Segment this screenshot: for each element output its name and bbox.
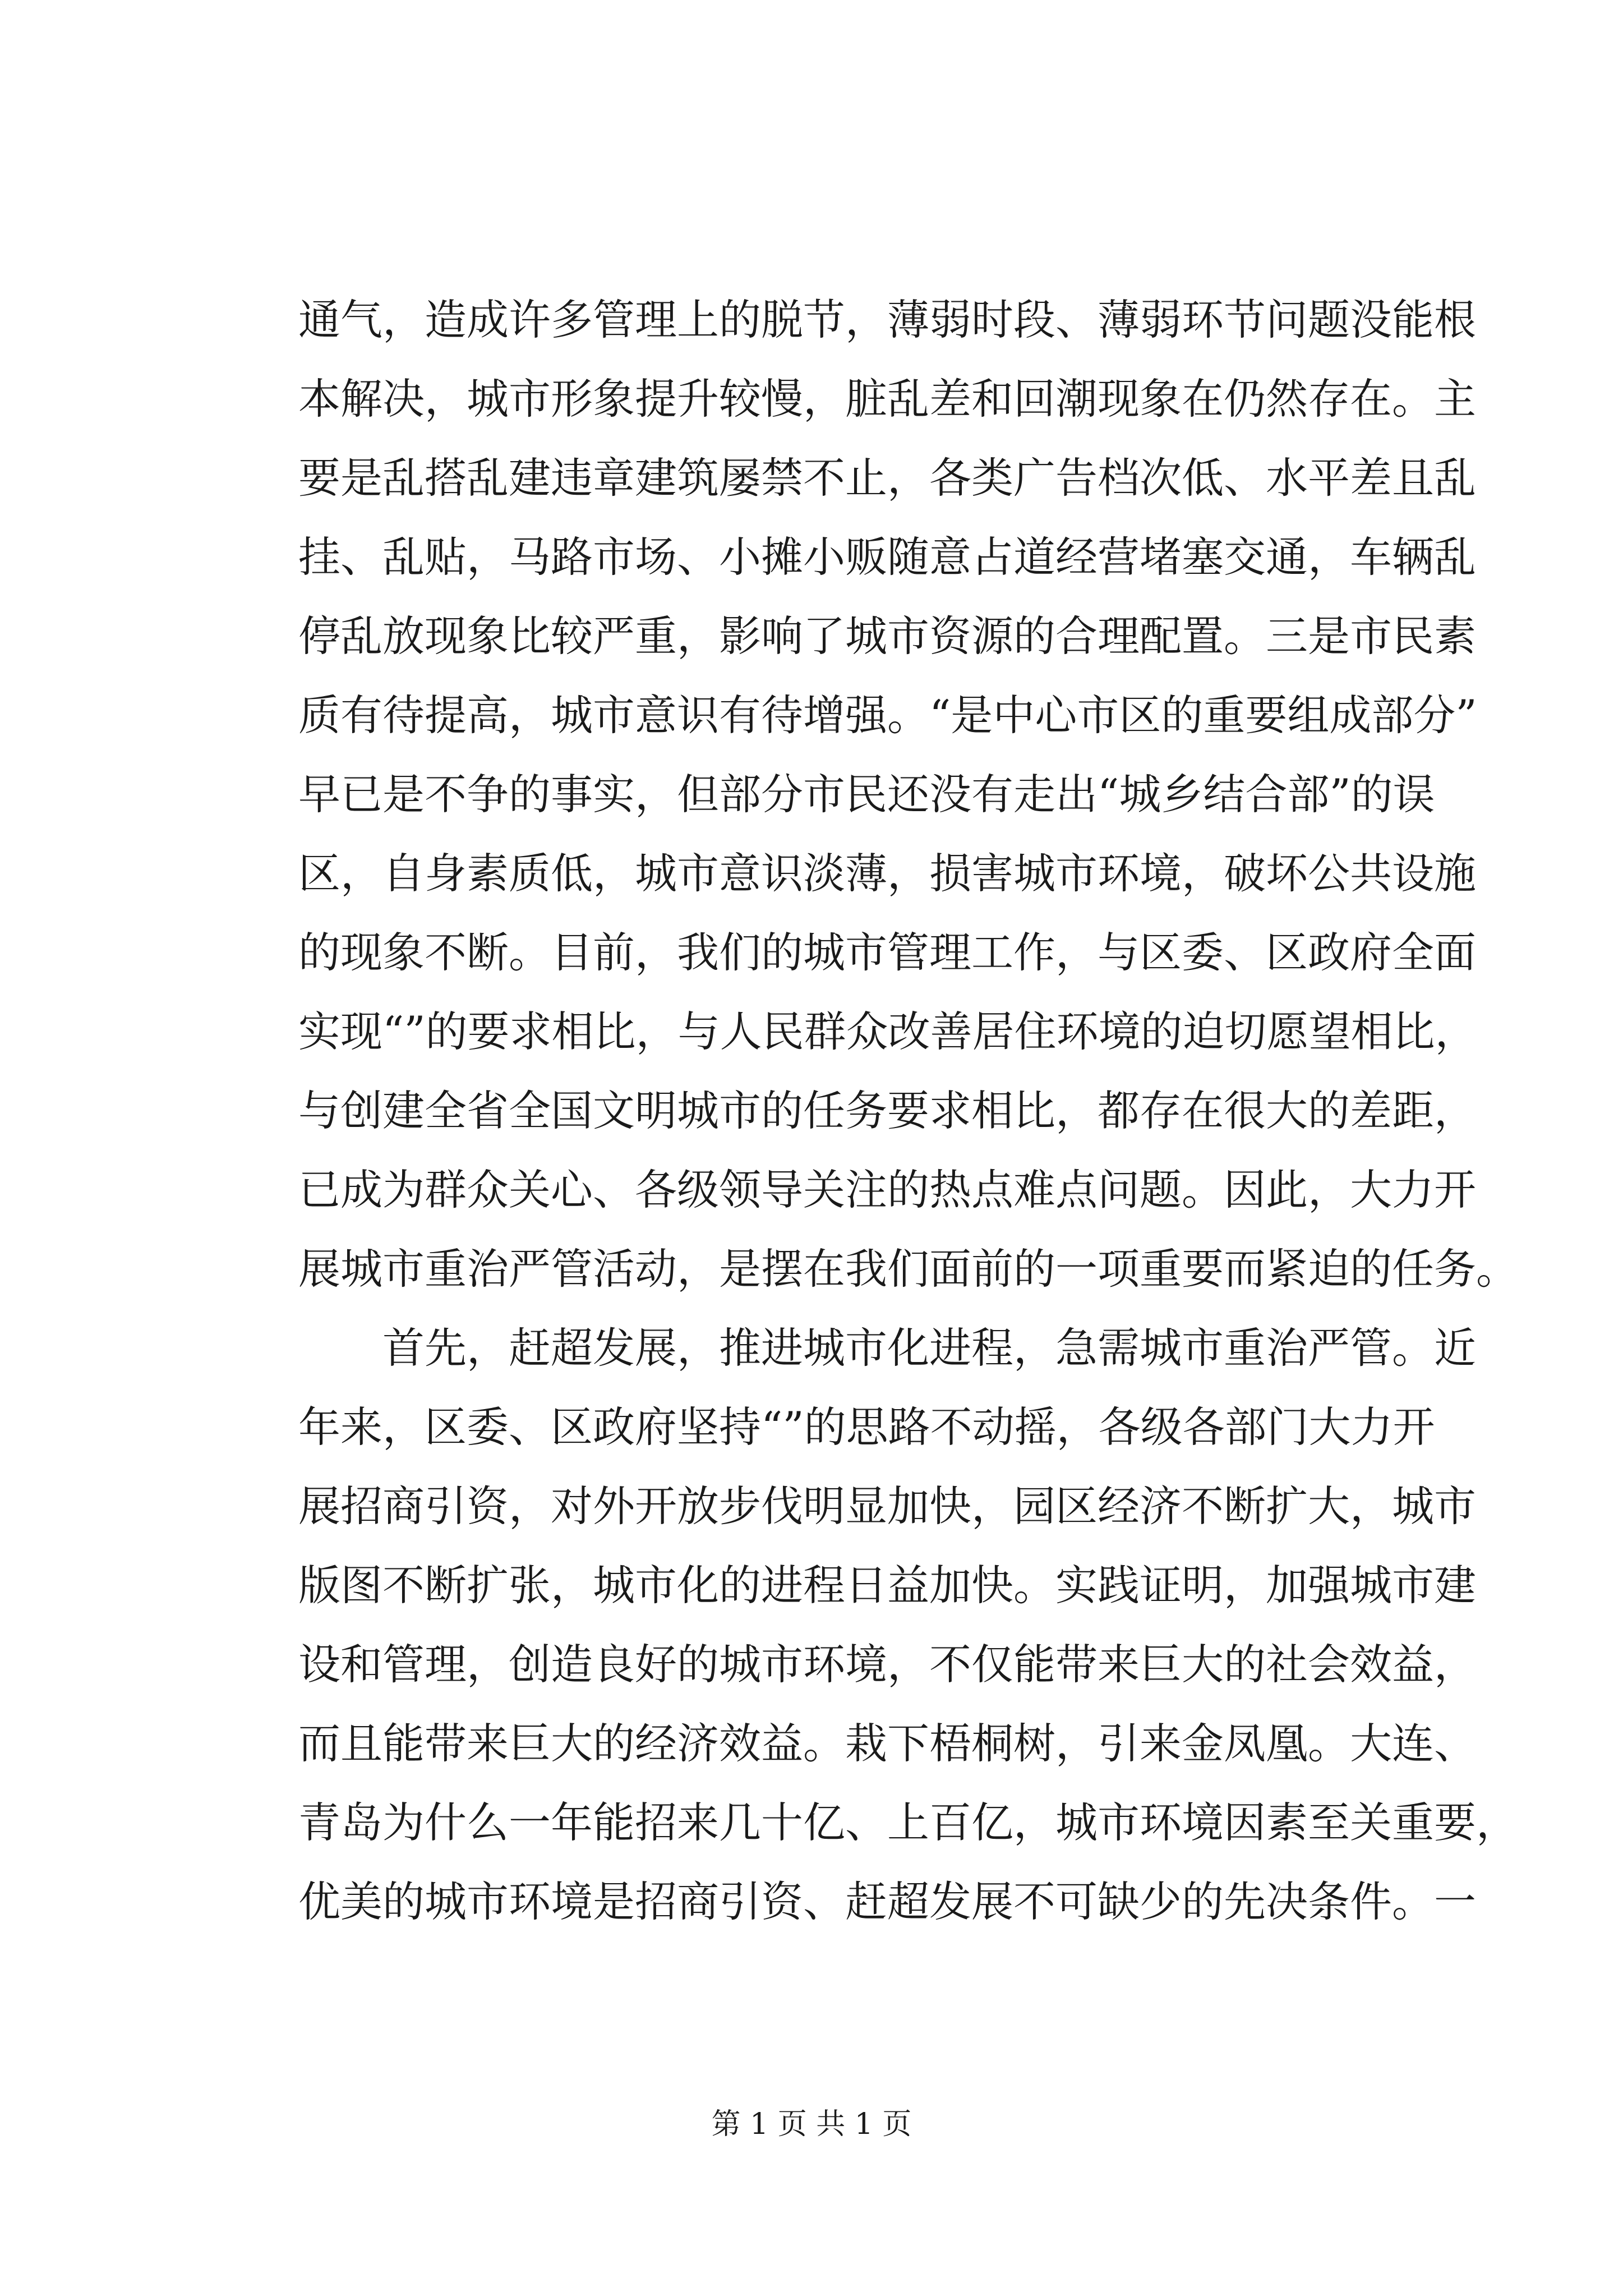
text-line: 要是乱搭乱建违章建筑屡禁不止，各类广告档次低、水平差且乱 [298,453,1477,503]
page-number-footer: 第 1 页 共 1 页 [711,2108,912,2141]
text-line: 停乱放现象比较严重，影响了城市资源的合理配置。三是市民素 [298,611,1477,661]
text-line: 区，自身素质低，城市意识淡薄，损害城市环境，破坏公共设施 [298,849,1477,898]
body-text [298,280,1519,1941]
paragraph-first-line: 首先，赶超发展，推进城市化进程，急需城市重治严管。近 [382,1323,1477,1373]
text-line: 早已是不争的事实，但部分市民还没有走出“城乡结合部”的误 [298,770,1435,819]
paragraph-end-line: 展城市重治严管活动，是摆在我们面前的一项重要而紧迫的任务。 [298,1244,1519,1294]
text-line: 质有待提高，城市意识有待增强。“是中心市区的重要组成部分” [298,691,1477,740]
text-line: 而且能带来巨大的经济效益。栽下梧桐树，引来金凤凰。大连、 [298,1719,1477,1768]
text-line: 挂、乱贴，马路市场、小摊小贩随意占道经营堵塞交通，车辆乱 [298,532,1477,582]
text-line: 与创建全省全国文明城市的任务要求相比，都存在很大的差距， [298,1086,1477,1135]
text-line: 设和管理，创造良好的城市环境，不仅能带来巨大的社会效益， [298,1640,1477,1689]
text-line: 实现“”的要求相比，与人民群众改善居住环境的迫切愿望相比， [298,1007,1477,1056]
text-line: 展招商引资，对外开放步伐明显加快，园区经济不断扩大，城市 [298,1481,1477,1531]
text-line: 通气，造成许多管理上的脱节，薄弱时段、薄弱环节问题没能根 [298,295,1477,344]
text-line: 版图不断扩张，城市化的进程日益加快。实践证明，加强城市建 [298,1561,1477,1610]
text-line: 本解决，城市形象提升较慢，脏乱差和回潮现象在仍然存在。主 [298,374,1477,424]
text-line: 已成为群众关心、各级领导关注的热点难点问题。因此，大力开 [298,1165,1477,1214]
text-line: 的现象不断。目前，我们的城市管理工作，与区委、区政府全面 [298,928,1477,977]
text-line: 优美的城市环境是招商引资、赶超发展不可缺少的先决条件。一 [298,1877,1477,1926]
text-line: 青岛为什么一年能招来几十亿、上百亿，城市环境因素至关重要， [298,1798,1519,1847]
text-line: 年来，区委、区政府坚持“”的思路不动摇，各级各部门大力开 [298,1402,1435,1452]
